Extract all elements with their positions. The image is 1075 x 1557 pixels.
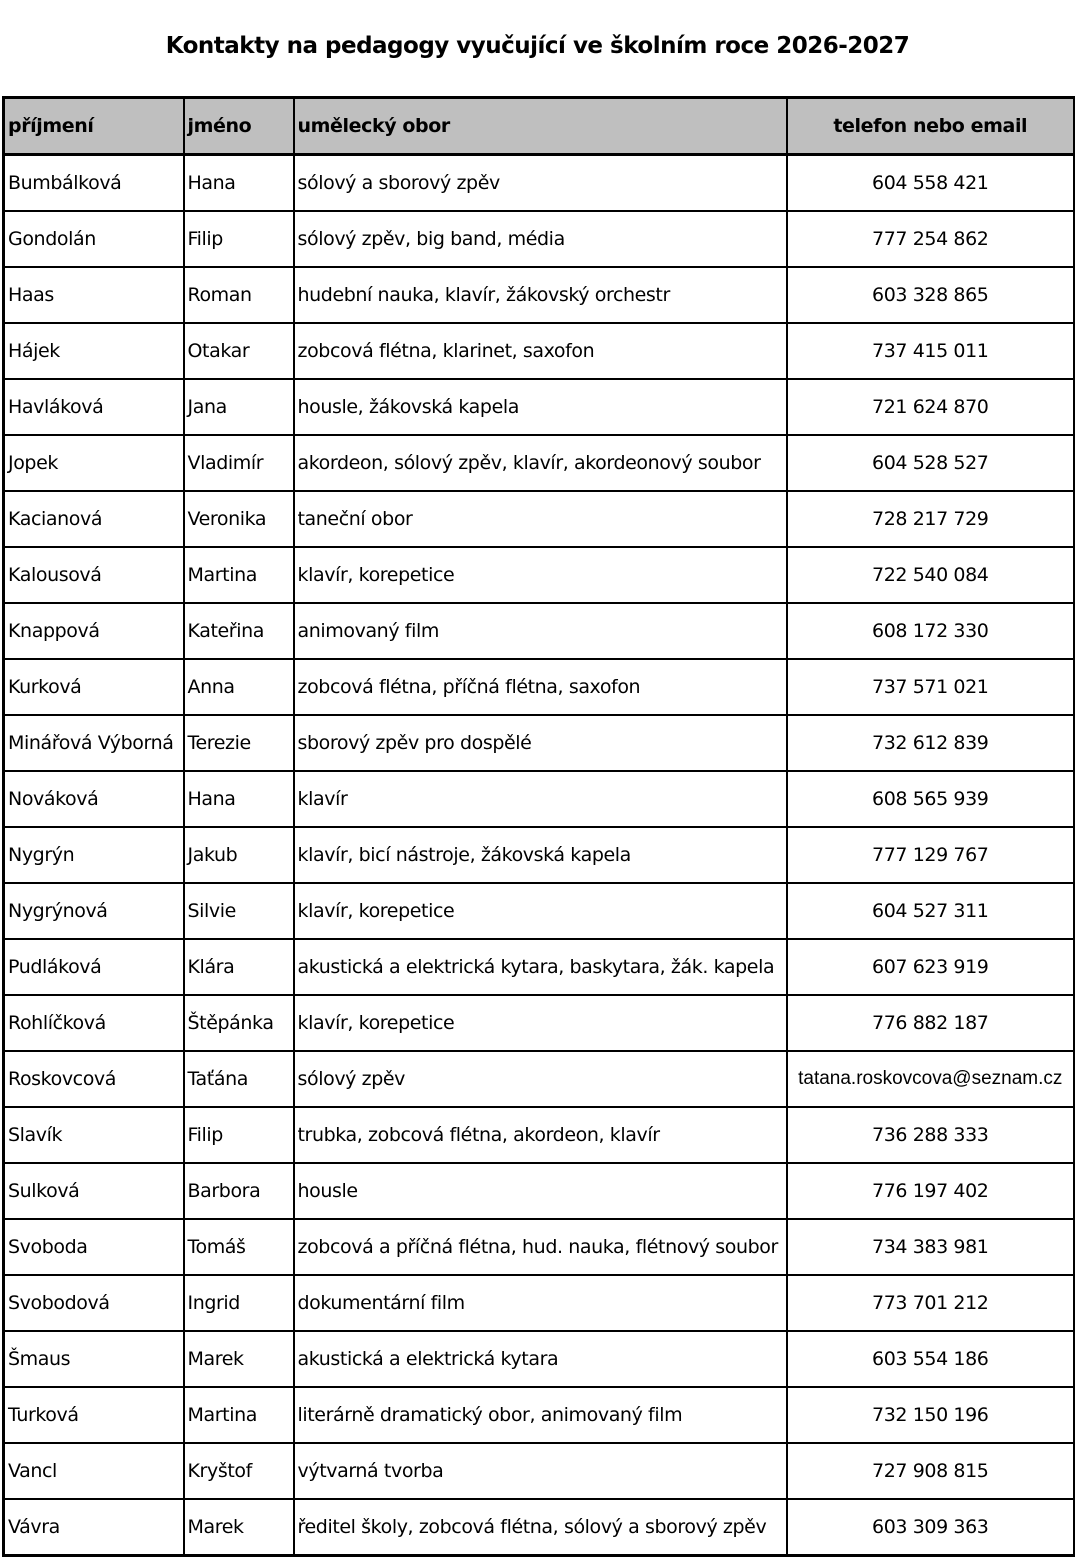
cell-contact: 776 882 187 xyxy=(787,995,1075,1051)
cell-firstname: Kryštof xyxy=(184,1443,294,1499)
cell-firstname: Otakar xyxy=(184,323,294,379)
cell-field: taneční obor xyxy=(294,491,787,547)
cell-surname: Slavík xyxy=(4,1107,184,1163)
table-row xyxy=(4,1275,1075,1331)
cell-contact: 728 217 729 xyxy=(787,491,1075,547)
cell-surname: Svoboda xyxy=(4,1219,184,1275)
cell-surname: Vancl xyxy=(4,1443,184,1499)
column-header-contact: telefon nebo email xyxy=(787,98,1075,155)
table-row xyxy=(4,379,1075,435)
table-row xyxy=(4,1219,1075,1275)
table-row xyxy=(4,267,1075,323)
cell-contact: 737 571 021 xyxy=(787,659,1075,715)
table-row xyxy=(4,715,1075,771)
cell-surname: Šmaus xyxy=(4,1331,184,1387)
cell-surname: Gondolán xyxy=(4,211,184,267)
cell-contact: 603 309 363 xyxy=(787,1499,1075,1556)
column-header-surname: příjmení xyxy=(4,98,184,155)
cell-contact: 777 254 862 xyxy=(787,211,1075,267)
cell-field: sólový a sborový zpěv xyxy=(294,155,787,212)
table-row xyxy=(4,155,1075,212)
cell-contact: 607 623 919 xyxy=(787,939,1075,995)
cell-surname: Minářová Výborná xyxy=(4,715,184,771)
table-row xyxy=(4,1051,1075,1107)
cell-field: hudební nauka, klavír, žákovský orchestr xyxy=(294,267,787,323)
cell-contact: 604 527 311 xyxy=(787,883,1075,939)
cell-surname: Kalousová xyxy=(4,547,184,603)
cell-firstname: Filip xyxy=(184,211,294,267)
cell-field: zobcová a příčná flétna, hud. nauka, flétnový soubor xyxy=(294,1219,787,1275)
cell-contact: 736 288 333 xyxy=(787,1107,1075,1163)
cell-field: sborový zpěv pro dospělé xyxy=(294,715,787,771)
cell-field: dokumentární film xyxy=(294,1275,787,1331)
cell-surname: Kacianová xyxy=(4,491,184,547)
cell-field: akordeon, sólový zpěv, klavír, akordeonový soubor xyxy=(294,435,787,491)
cell-firstname: Tomáš xyxy=(184,1219,294,1275)
cell-firstname: Vladimír xyxy=(184,435,294,491)
cell-field: klavír, bicí nástroje, žákovská kapela xyxy=(294,827,787,883)
cell-firstname: Jakub xyxy=(184,827,294,883)
cell-surname: Haas xyxy=(4,267,184,323)
cell-contact: 732 612 839 xyxy=(787,715,1075,771)
cell-field: zobcová flétna, příčná flétna, saxofon xyxy=(294,659,787,715)
cell-field: klavír, korepetice xyxy=(294,995,787,1051)
contacts-table xyxy=(2,96,1075,1557)
cell-firstname: Filip xyxy=(184,1107,294,1163)
cell-contact: 734 383 981 xyxy=(787,1219,1075,1275)
cell-field: animovaný film xyxy=(294,603,787,659)
table-row xyxy=(4,323,1075,379)
cell-surname: Nováková xyxy=(4,771,184,827)
cell-surname: Pudláková xyxy=(4,939,184,995)
cell-contact: 604 558 421 xyxy=(787,155,1075,212)
cell-contact: 722 540 084 xyxy=(787,547,1075,603)
table-row xyxy=(4,1163,1075,1219)
cell-field: housle xyxy=(294,1163,787,1219)
cell-surname: Bumbálková xyxy=(4,155,184,212)
cell-surname: Nygrýnová xyxy=(4,883,184,939)
cell-field: literárně dramatický obor, animovaný film xyxy=(294,1387,787,1443)
cell-firstname: Hana xyxy=(184,771,294,827)
cell-contact[interactable]: tatana.roskovcova@seznam.cz xyxy=(787,1051,1075,1107)
cell-surname: Nygrýn xyxy=(4,827,184,883)
page-title: Kontakty na pedagogy vyučující ve školním roce 2026-2027 xyxy=(165,33,910,59)
cell-contact: 603 328 865 xyxy=(787,267,1075,323)
table-body xyxy=(4,155,1075,1556)
table-row xyxy=(4,1443,1075,1499)
cell-field: klavír, korepetice xyxy=(294,547,787,603)
cell-firstname: Anna xyxy=(184,659,294,715)
cell-firstname: Martina xyxy=(184,1387,294,1443)
table-row xyxy=(4,659,1075,715)
cell-contact: 777 129 767 xyxy=(787,827,1075,883)
cell-field: klavír, korepetice xyxy=(294,883,787,939)
table-row xyxy=(4,547,1075,603)
cell-field: výtvarná tvorba xyxy=(294,1443,787,1499)
cell-field: trubka, zobcová flétna, akordeon, klavír xyxy=(294,1107,787,1163)
cell-field: klavír xyxy=(294,771,787,827)
cell-field: zobcová flétna, klarinet, saxofon xyxy=(294,323,787,379)
cell-surname: Knappová xyxy=(4,603,184,659)
table-row xyxy=(4,491,1075,547)
cell-contact: 732 150 196 xyxy=(787,1387,1075,1443)
table-row xyxy=(4,883,1075,939)
cell-firstname: Marek xyxy=(184,1499,294,1556)
cell-surname: Roskovcová xyxy=(4,1051,184,1107)
cell-contact: 776 197 402 xyxy=(787,1163,1075,1219)
cell-surname: Kurková xyxy=(4,659,184,715)
table-row xyxy=(4,939,1075,995)
cell-firstname: Hana xyxy=(184,155,294,212)
table-row xyxy=(4,1387,1075,1443)
cell-surname: Havláková xyxy=(4,379,184,435)
cell-contact: 727 908 815 xyxy=(787,1443,1075,1499)
cell-field: akustická a elektrická kytara xyxy=(294,1331,787,1387)
table-row xyxy=(4,1107,1075,1163)
cell-firstname: Taťána xyxy=(184,1051,294,1107)
cell-contact: 773 701 212 xyxy=(787,1275,1075,1331)
cell-contact: 603 554 186 xyxy=(787,1331,1075,1387)
table-row xyxy=(4,827,1075,883)
cell-surname: Svobodová xyxy=(4,1275,184,1331)
table-row xyxy=(4,1331,1075,1387)
column-header-field: umělecký obor xyxy=(294,98,787,155)
cell-surname: Vávra xyxy=(4,1499,184,1556)
cell-firstname: Klára xyxy=(184,939,294,995)
cell-field: ředitel školy, zobcová flétna, sólový a sborový zpěv xyxy=(294,1499,787,1556)
cell-contact: 737 415 011 xyxy=(787,323,1075,379)
cell-firstname: Silvie xyxy=(184,883,294,939)
column-header-firstname: jméno xyxy=(184,98,294,155)
cell-firstname: Veronika xyxy=(184,491,294,547)
cell-contact: 604 528 527 xyxy=(787,435,1075,491)
cell-firstname: Roman xyxy=(184,267,294,323)
table-row xyxy=(4,1499,1075,1556)
cell-firstname: Štěpánka xyxy=(184,995,294,1051)
table-header-row xyxy=(4,98,1075,155)
cell-surname: Hájek xyxy=(4,323,184,379)
cell-firstname: Kateřina xyxy=(184,603,294,659)
cell-contact: 608 565 939 xyxy=(787,771,1075,827)
table-row xyxy=(4,211,1075,267)
table-row xyxy=(4,435,1075,491)
table-row xyxy=(4,995,1075,1051)
cell-field: sólový zpěv, big band, média xyxy=(294,211,787,267)
cell-firstname: Jana xyxy=(184,379,294,435)
cell-surname: Rohlíčková xyxy=(4,995,184,1051)
table-row xyxy=(4,603,1075,659)
cell-contact: 721 624 870 xyxy=(787,379,1075,435)
cell-field: sólový zpěv xyxy=(294,1051,787,1107)
cell-surname: Turková xyxy=(4,1387,184,1443)
cell-firstname: Martina xyxy=(184,547,294,603)
cell-contact: 608 172 330 xyxy=(787,603,1075,659)
cell-firstname: Ingrid xyxy=(184,1275,294,1331)
cell-field: akustická a elektrická kytara, baskytara, žák. kapela xyxy=(294,939,787,995)
cell-surname: Sulková xyxy=(4,1163,184,1219)
cell-firstname: Barbora xyxy=(184,1163,294,1219)
table-row xyxy=(4,771,1075,827)
cell-firstname: Terezie xyxy=(184,715,294,771)
cell-surname: Jopek xyxy=(4,435,184,491)
cell-field: housle, žákovská kapela xyxy=(294,379,787,435)
cell-firstname: Marek xyxy=(184,1331,294,1387)
